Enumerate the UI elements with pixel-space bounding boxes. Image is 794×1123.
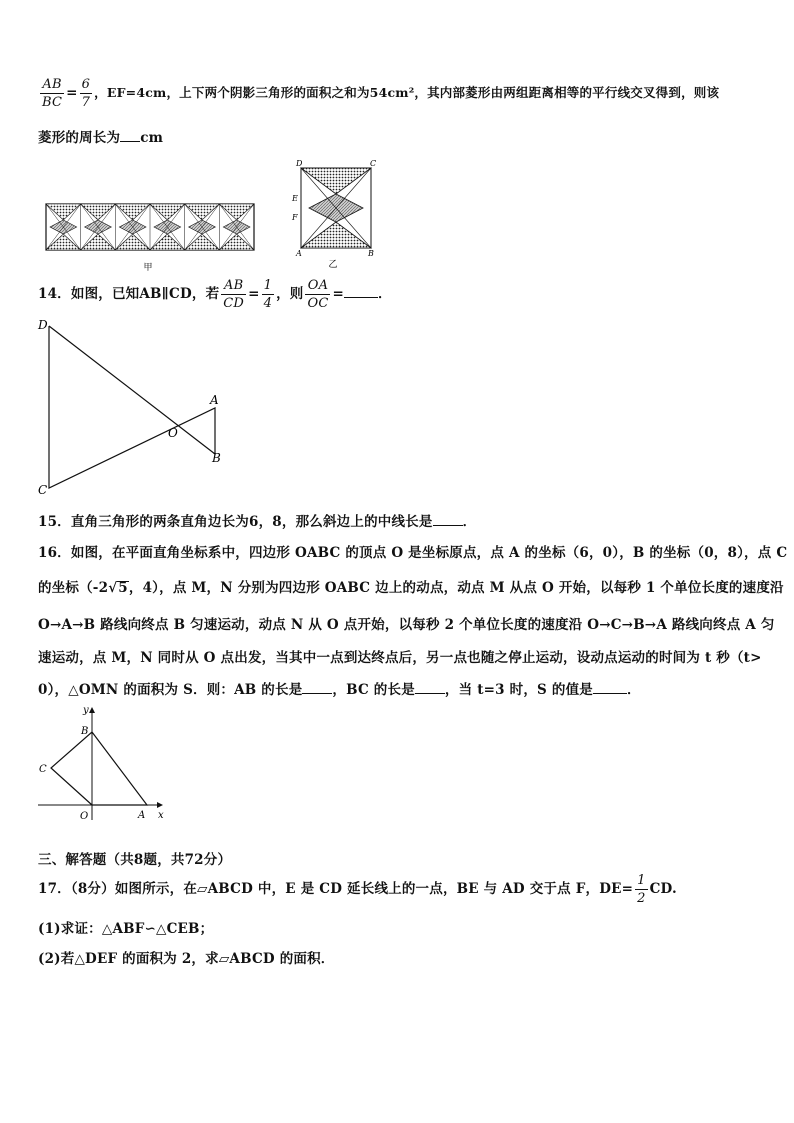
- q14-frac3-num: OA: [305, 279, 330, 295]
- q16-blank-ab[interactable]: [302, 681, 332, 694]
- q16-line4: [38, 646, 762, 666]
- q14-frac2-den: 4: [263, 296, 273, 311]
- q14-fraction-1-4: [262, 279, 274, 310]
- q17-line1b: CD.: [649, 881, 677, 897]
- q15-line: [38, 510, 476, 530]
- q16-sqrt-value: 5: [118, 580, 128, 596]
- jia-top-triangle: [115, 204, 150, 220]
- q16-label-a: A: [138, 810, 146, 821]
- q13-figure-yi: [287, 158, 387, 270]
- yi-point-f: F: [292, 213, 298, 222]
- q16-blank-bc[interactable]: [415, 681, 445, 694]
- q16-blank-s[interactable]: [593, 681, 627, 694]
- q16-line2: [38, 576, 784, 596]
- q16-label-o: O: [80, 811, 89, 822]
- fig-jia-label: 甲: [143, 263, 153, 272]
- q14-prefix: 14．如图，已知AB∥CD，若: [38, 286, 220, 302]
- q13-fraction-ab-bc: [40, 78, 64, 109]
- yi-point-b: B: [368, 249, 374, 258]
- q14-fraction-ab-cd: [221, 279, 246, 310]
- q14-eq2: =: [332, 286, 344, 302]
- q13-frac2-den: 7: [81, 95, 91, 110]
- q14-point-o: O: [168, 426, 178, 440]
- q16-line5d: ．: [627, 682, 641, 698]
- q14-frac-num: AB: [221, 279, 246, 295]
- jia-bottom-triangle: [150, 234, 185, 250]
- q14-point-c: C: [38, 483, 48, 496]
- q14-point-b: B: [212, 451, 221, 465]
- q17-part1-text: (1)求证：△ABF∽△CEB；: [38, 921, 214, 937]
- jia-top-triangle: [81, 204, 116, 220]
- q16-quadrilateral: [51, 732, 147, 805]
- q16-line5: [38, 678, 641, 698]
- q14-point-a: A: [210, 393, 219, 407]
- q17-part2: [38, 947, 335, 967]
- q17-frac-num: 1: [637, 873, 646, 888]
- q17-part2-text: (2)若△DEF 的面积为 2，求▱ABCD 的面积．: [38, 951, 335, 967]
- q13-eq: =: [66, 85, 78, 101]
- q16-line5a: 0），△OMN 的面积为 S．则：AB 的长是: [38, 682, 303, 698]
- jia-bottom-triangle: [46, 234, 81, 250]
- q13-line1: [38, 78, 719, 109]
- q14-point-d: D: [38, 318, 48, 332]
- yi-bottom-shaded-triangle: [301, 222, 371, 248]
- q16-line2b: ，4），点 M，N 分别为四边形 OABC 边上的动点，动点 M 从点 O 开始，以每秒 1 个单位长度的速度沿: [128, 580, 784, 596]
- yi-point-a: A: [296, 249, 302, 258]
- q14-frac2-num: 1: [263, 278, 273, 293]
- q13-frac2-num: 6: [81, 77, 91, 92]
- jia-bottom-triangle: [115, 234, 150, 250]
- q14-mid: ，则: [276, 286, 304, 302]
- jia-bottom-triangle: [219, 234, 254, 250]
- q16-label-x: x: [158, 810, 164, 821]
- jia-top-triangle: [219, 204, 254, 220]
- q17-part1: [38, 917, 213, 937]
- q14-answer-blank[interactable]: [344, 285, 378, 298]
- q14-frac3-den: OC: [307, 296, 329, 311]
- q16-label-b: B: [81, 726, 89, 737]
- q16-line3: [38, 613, 775, 633]
- jia-top-triangle: [150, 204, 185, 220]
- q16-line1: [38, 541, 787, 561]
- q16-line3-text: O→A→B 路线向终点 B 匀速运动，动点 N 从 O 点开始，以每秒 2 个单位长度的速度沿 O→C→B→A 路线向终点 A 匀: [38, 617, 775, 633]
- jia-top-triangle: [185, 204, 220, 220]
- q13-text2: 菱形的周长为: [38, 130, 121, 146]
- q17-line1: [38, 874, 677, 905]
- q13-figure-jia: [44, 196, 260, 272]
- sqrt-symbol: √: [108, 580, 118, 596]
- q14-figure: [34, 316, 234, 496]
- q16-figure: [34, 704, 174, 826]
- q16-line5c: ，当 t=3 时，S 的值是: [444, 682, 594, 698]
- q14-line: [38, 279, 392, 310]
- q16-line5b: ，BC 的长是: [332, 682, 415, 698]
- yi-point-d: D: [296, 159, 303, 168]
- q17-frac-den: 2: [637, 891, 646, 906]
- fig-yi-label: 乙: [328, 260, 338, 270]
- q16-line2a: 的坐标（-2: [38, 580, 109, 596]
- q13-frac-den: BC: [42, 95, 63, 110]
- q15-answer-blank[interactable]: [433, 513, 463, 526]
- q16-label-c: C: [39, 764, 47, 775]
- q13-fraction-6-7: [80, 78, 92, 109]
- q14-frac-den: CD: [223, 296, 245, 311]
- q15-text: 15．直角三角形的两条直角边长为6，8，那么斜边上的中线长是: [38, 514, 433, 530]
- q14-eq: =: [248, 286, 260, 302]
- yi-point-c: C: [370, 159, 377, 168]
- yi-point-e: E: [292, 194, 298, 203]
- q13-line2: [38, 126, 163, 146]
- jia-bottom-triangle: [185, 234, 220, 250]
- jia-bottom-triangle: [81, 234, 116, 250]
- q16-line4-text: 速运动，点 M，N 同时从 O 点出发，当其中一点到达终点后，另一点也随之停止运动，设动点运动的时间为 t 秒（t>: [38, 650, 762, 666]
- q13-text1: ，EF=4cm，上下两个阴影三角形的面积之和为54cm²，其内部菱形由两组距离相等的平行线交叉得到，则该: [94, 85, 720, 100]
- section3-title: [38, 848, 231, 868]
- q17-fraction-1-2: [635, 874, 647, 905]
- q14-fraction-oa-oc: [305, 279, 330, 310]
- jia-top-triangle: [46, 204, 81, 220]
- q17-line1a: 17．（8分）如图所示，在▱ABCD 中，E 是 CD 延长线上的一点，BE 与 AD 交于点 F，DE=: [38, 881, 634, 897]
- q16-line1-text: 16．如图，在平面直角坐标系中，四边形 OABC 的顶点 O 是坐标原点，点 A 的坐标（6，0），B 的坐标（0，8），点 C: [38, 545, 788, 561]
- q15-end: ．: [462, 514, 477, 530]
- section3-title-text: 三、解答题（共8题，共72分）: [38, 852, 232, 868]
- q16-label-y: y: [83, 705, 89, 716]
- q13-frac-num: AB: [40, 78, 64, 94]
- q13-unit: cm: [140, 130, 164, 146]
- yi-top-shaded-triangle: [301, 168, 371, 194]
- q13-answer-blank[interactable]: [120, 129, 140, 142]
- q14-end: ．: [378, 286, 392, 302]
